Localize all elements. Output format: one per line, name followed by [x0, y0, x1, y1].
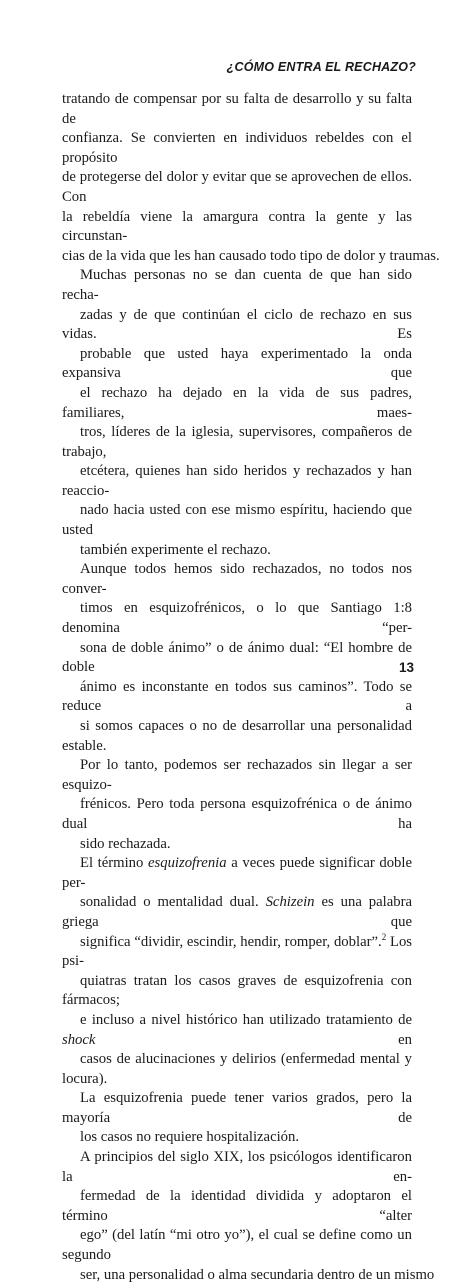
text-line: tratando de compensar por su falta de desarrollo y su falta de — [62, 91, 412, 127]
text-line: probable que usted haya experimentado la onda expansiva que — [62, 345, 412, 382]
text-line: ánimo es inconstante en todos sus caminos”. Todo se reduce a — [62, 678, 412, 715]
italic-term: shock — [62, 1031, 96, 1048]
text-line: los casos no requiere hospitalización. — [80, 1129, 300, 1146]
running-header: ¿CÓMO ENTRA EL RECHAZO? — [226, 60, 416, 74]
text-line: sido rechazada. — [80, 835, 171, 852]
text-line: Aunque todos hemos sido rechazados, no todos nos conver- — [62, 561, 412, 597]
text-line: Por lo tanto, podemos ser rechazados sin llegar a ser esquizo- — [62, 757, 412, 793]
text-line: confianza. Se convierten en individuos rebeldes con el propósito — [62, 130, 412, 166]
body-text — [62, 90, 440, 1285]
page-number: 13 — [398, 660, 414, 675]
paragraph — [62, 1148, 435, 1285]
text-line: La esquizofrenia puede tener varios grados, pero la mayoría de — [62, 1090, 412, 1126]
paragraph — [62, 266, 412, 560]
text-line: fermedad de la identidad dividida y adoptaron el término “alter — [62, 1188, 412, 1224]
paragraph — [62, 560, 412, 854]
text-line: de protegerse del dolor y evitar que se aprovechen de ellos. Con — [62, 169, 412, 205]
paragraph — [62, 854, 412, 1148]
text-line: Muchas personas no se dan cuenta de que han sido recha- — [62, 267, 412, 303]
text-line: sonalidad o mentalidad dual. Schizein es una palabra griega que — [62, 894, 412, 930]
italic-term: Schizein — [265, 894, 315, 911]
text-line: casos de alucinaciones y delirios (enfermedad mental y locura). — [62, 1051, 412, 1087]
footnote-marker: 2 — [381, 931, 387, 942]
text-line: A principios del siglo XIX, los psicólogos identificaron la en- — [62, 1149, 412, 1185]
text-line: cias de la vida que les han causado todo tipo de dolor y traumas. — [62, 247, 440, 264]
italic-term: esquizofrenia — [147, 855, 227, 872]
text-line: timos en esquizofrénicos, o lo que Santiago 1:8 denomina “per- — [62, 600, 412, 637]
text-line: e incluso a nivel histórico han utilizado tratamiento de shock en — [62, 1011, 412, 1048]
text-line: nado hacia usted con ese mismo espíritu, haciendo que usted — [62, 502, 412, 539]
text-line: significa “dividir, escindir, hendir, romper, doblar”.$^2$ Los psi- — [62, 931, 413, 970]
text-line: etcétera, quienes han sido heridos y rechazados y han reaccio- — [62, 463, 412, 499]
paragraph — [62, 90, 440, 266]
text-line: sona de doble ánimo” o de ánimo dual: “El hombre de doble — [62, 639, 412, 676]
text-line: tros, líderes de la iglesia, supervisores, compañeros de trabajo, — [62, 424, 412, 460]
text-line: si somos capaces o no de desarrollar una personalidad estable. — [62, 718, 412, 754]
text-line: quiatras tratan los casos graves de esquizofrenia con fármacos; — [62, 972, 412, 1009]
text-line: la rebeldía viene la amargura contra la gente y las circunstan- — [62, 208, 412, 245]
text-line: El término esquizofrenia a veces puede significar doble per- — [62, 855, 412, 891]
text-line: ego” (del latín “mi otro yo”), el cual se define como un segundo — [62, 1227, 412, 1264]
text-line: ser, una personalidad o alma secundaria dentro de un mismo — [80, 1266, 435, 1283]
text-line: zadas y de que continúan el ciclo de rechazo en sus vidas. Es — [62, 306, 412, 343]
text-line: frénicos. Pero toda persona esquizofrénica o de ánimo dual ha — [62, 796, 412, 832]
text-line: también experimente el rechazo. — [80, 541, 271, 558]
text-line: el rechazo ha dejado en la vida de sus padres, familiares, maes- — [62, 384, 412, 421]
